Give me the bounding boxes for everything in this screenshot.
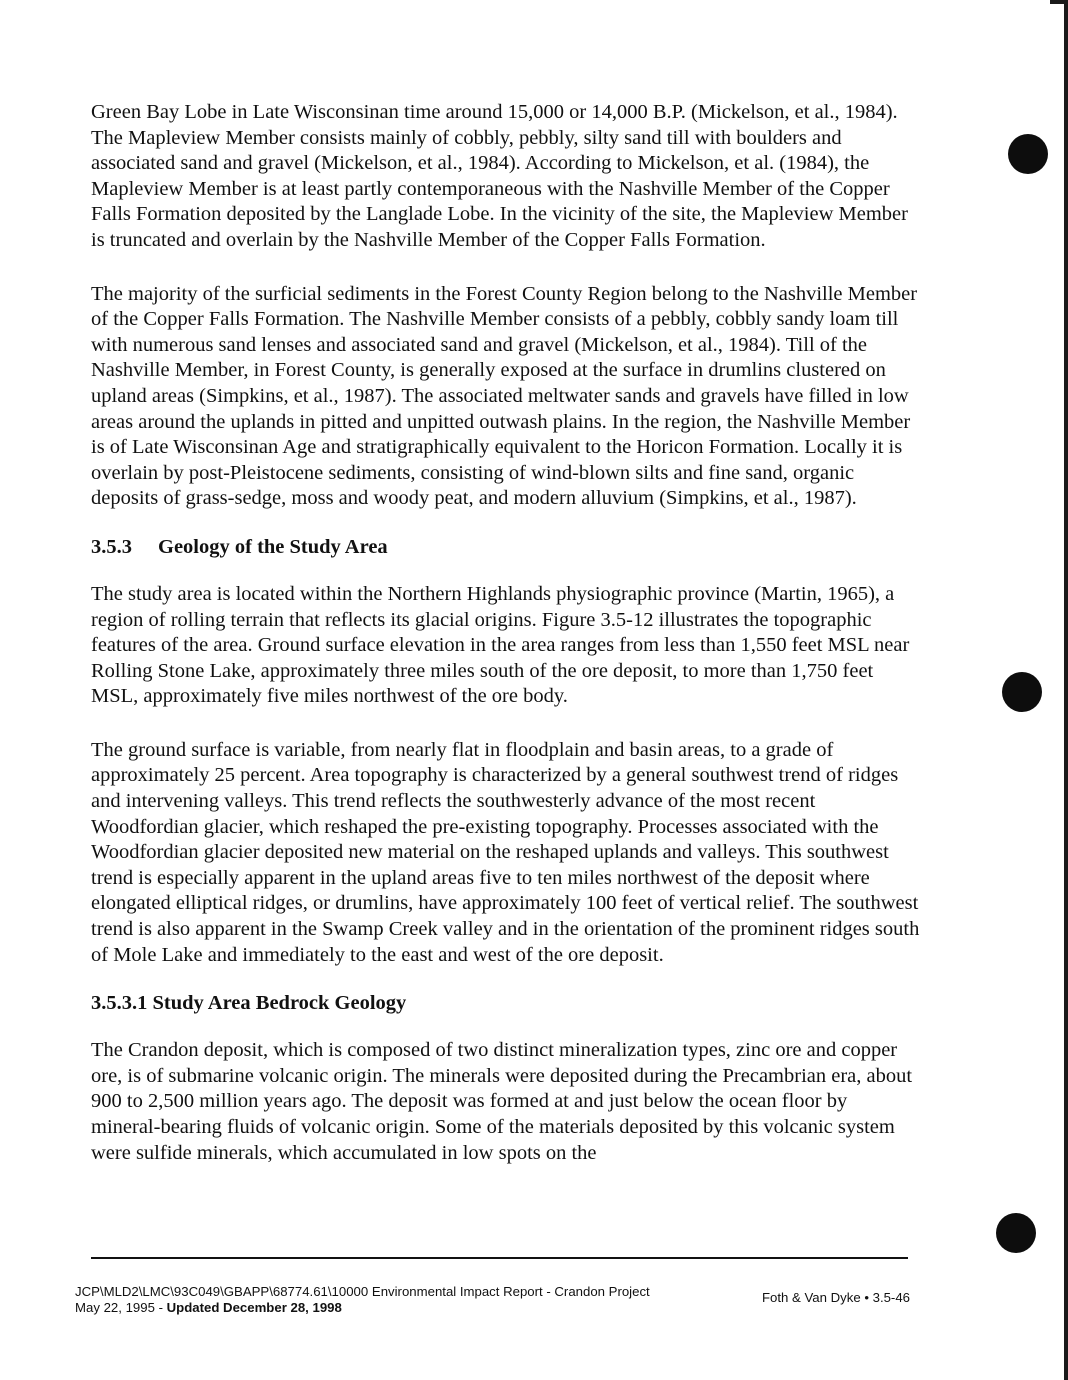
paragraph-nashville: The majority of the surficial sediments in the Forest County Region belong to the Nashville Member of the Copper Falls Formation. The Nashville Member consists of a pebbly, cobbly sandy loam till with numerous sand lenses and associated sand and gravel (Mickelson, et al., 1984). Till of the Nashville Member, in Forest County, is generally exposed at the surface in drumlins clustered on upland areas (Simpkins, et al., 1987). The associated meltwater sands and gravels have filled in low areas around the uplands in pitted and unpitted outwash plains. In the region, the Nashville Member is of Late Wisconsinan Age and stratigraphically equivalent to the Horicon Formation. Locally it is overlain by post-Pleistocene sediments, consisting of wind-blown silts and fine sand, organic deposits of grass-sedge, moss and woody peat, and modern alluvium (Simpkins, et al., 1987). [91,282,918,510]
footer-report-title: Environmental Impact Report - Crandon Project [371,1284,650,1299]
footer-line-2 [75,1300,695,1316]
section-number: 3.5.3 [91,535,132,558]
subsection-heading-bedrock: 3.5.3.1 Study Area Bedrock Geology [91,992,407,1015]
footer-company-page: Foth & Van Dyke • 3.5-46 [761,1290,910,1305]
binder-hole-top [1008,134,1048,174]
footer-date: May 22, 1995 - [75,1300,167,1315]
document-body [91,100,921,1166]
section-title: Geology of the Study Area [158,535,388,558]
paragraph-crandon-deposit: The Crandon deposit, which is composed of two distinct mineralization types, zinc ore and copper ore, is of submarine volcanic origin. The minerals were deposited during the Precambrian era, about 900 to 2,500 million years ago. The deposit was formed at and just below the ocean floor by mineral-bearing fluids of volcanic origin. Some of the materials deposited by this volcanic system were sulfide minerals, which accumulated in low spots on the [91,1039,913,1164]
paragraph-mapleview: Green Bay Lobe in Late Wisconsinan time around 15,000 or 14,000 B.P. (Mickelson, et al., 1984). The Mapleview Member consists mainly of cobbly, pebbly, silty sand till with boulders and associated sand and gravel (Mickelson, et al., 1984). According to Mickelson, et al. (1984), the Mapleview Member is at least partly contemporaneous with the Nashville Member of the Copper Falls Formation deposited by the Langlade Lobe. In the vicinity of the site, the Mapleview Member is truncated and overlain by the Nashville Member of the Copper Falls Formation. [91,101,908,251]
section-heading-geology [91,534,921,560]
footer-divider [91,1257,908,1259]
footer-left [75,1284,695,1316]
scan-mark [1050,0,1064,4]
footer-updated-date: Updated December 28, 1998 [166,1300,342,1315]
footer-file-path: JCP\MLD2\LMC\93C049\GBAPP\68774.61\10000 [75,1284,369,1299]
footer-line-1 [75,1284,695,1300]
binder-hole-bottom [996,1213,1036,1253]
binder-hole-middle [1002,672,1042,712]
paragraph-study-area: The study area is located within the Northern Highlands physiographic province (Martin, 1965), a region of rolling terrain that reflects its glacial origins. Figure 3.5-12 illustrates the topographic features of the area. Ground surface elevation in the area ranges from less than 1,550 feet MSL near Rolling Stone Lake, approximately three miles south of the ore deposit, to more than 1,750 feet MSL, approximately five miles northwest of the ore body. [91,582,910,708]
paragraph-ground-surface: The ground surface is variable, from nearly flat in floodplain and basin areas, to a grade of approximately 25 percent. Area topography is characterized by a general southwest trend of ridges and intervening valleys. This trend reflects the southwesterly advance of the most recent Woodfordian glacier, which reshaped the pre-existing topography. Processes associated with the Woodfordian glacier deposited new material on the reshaped uplands and valleys. This southwest trend is especially apparent in the upland areas five to ten miles northwest of the deposit where elongated elliptical ridges, or drumlins, have approximately 100 feet of vertical relief. The southwest trend is also apparent in the Swamp Creek valley and in the orientation of the prominent ridges south of Mole Lake and immediately to the east and west of the ore deposit. [91,738,920,966]
page-edge-shadow [1064,0,1068,1380]
